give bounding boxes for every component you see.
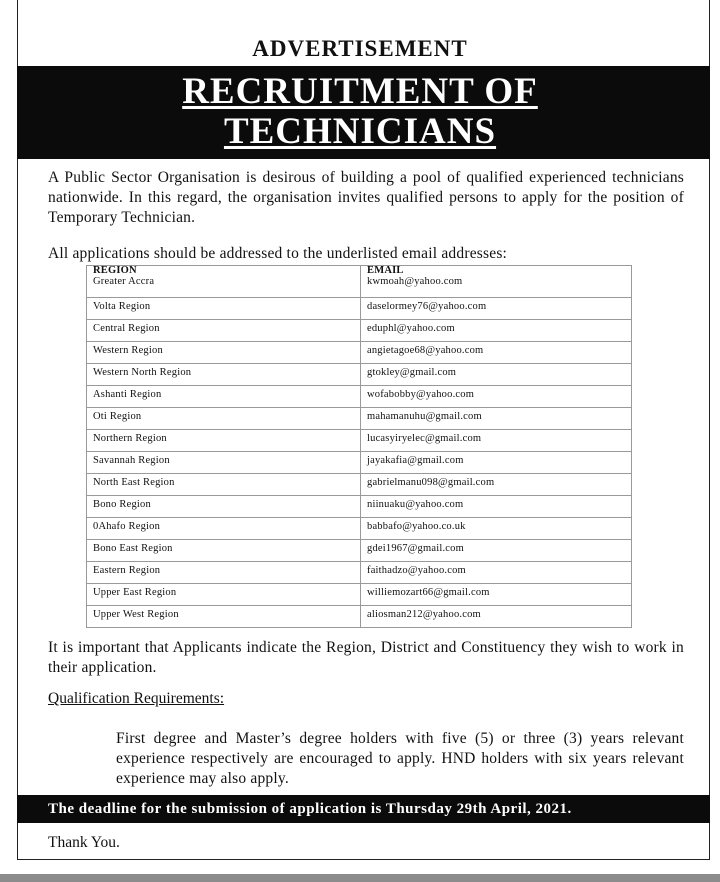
email-cell: gdei1967@gmail.com — [361, 540, 632, 562]
region-cell: Bono Region — [87, 496, 361, 518]
header-region: REGION — [87, 266, 361, 278]
table-row — [87, 518, 632, 540]
table-row — [87, 408, 632, 430]
table-row — [87, 606, 632, 628]
closing-text: Thank You. — [48, 834, 120, 851]
deadline-banner: The deadline for the submission of application is Thursday 29th April, 2021. — [17, 795, 710, 823]
email-cell: niinuaku@yahoo.com — [361, 496, 632, 518]
qualification-heading: Qualification Requirements: — [48, 690, 225, 707]
region-cell: Western North Region — [87, 364, 361, 386]
applications-note: All applications should be addressed to the underlisted email addresses: — [48, 245, 508, 262]
region-cell: Volta Region — [87, 298, 361, 320]
title-line-2: TECHNICIANS — [223, 111, 497, 152]
table-row — [87, 474, 632, 496]
intro-paragraph: A Public Sector Organisation is desirous of building a pool of qualified experienced technicians nationwide. In this regard, the organisation invites qualified persons to apply for the position of Temporary Technician. — [48, 169, 684, 226]
email-cell: faithadzo@yahoo.com — [361, 562, 632, 584]
region-cell: Eastern Region — [87, 562, 361, 584]
qualification-text: First degree and Master’s degree holders with five (5) or three (3) years relevant experience respectively are encouraged to apply. HND holders with six years relevant experience may also apply. — [116, 730, 684, 787]
email-cell: kwmoah@yahoo.com — [361, 277, 632, 298]
email-cell: mahamanuhu@gmail.com — [361, 408, 632, 430]
email-cell: babbafo@yahoo.co.uk — [361, 518, 632, 540]
table-row — [87, 320, 632, 342]
region-cell: Upper East Region — [87, 584, 361, 606]
table-row — [87, 342, 632, 364]
region-cell: Western Region — [87, 342, 361, 364]
region-cell: Northern Region — [87, 430, 361, 452]
region-cell: Savannah Region — [87, 452, 361, 474]
table-row — [87, 452, 632, 474]
email-cell: williemozart66@gmail.com — [361, 584, 632, 606]
title-line-1: RECRUITMENT OF — [182, 71, 538, 112]
table-row — [87, 364, 632, 386]
region-cell: Ashanti Region — [87, 386, 361, 408]
region-cell: Greater Accra — [87, 277, 361, 298]
header-email: EMAIL — [361, 266, 632, 278]
table-header-row — [87, 266, 632, 278]
region-cell: Upper West Region — [87, 606, 361, 628]
advertisement-label: ADVERTISEMENT — [252, 36, 468, 61]
email-cell: gabrielmanu098@gmail.com — [361, 474, 632, 496]
region-email-table — [86, 265, 632, 628]
table-body — [87, 277, 632, 628]
email-cell: aliosman212@yahoo.com — [361, 606, 632, 628]
region-note: It is important that Applicants indicate the Region, District and Constituency they wish to work in their application. — [48, 639, 684, 676]
region-cell: North East Region — [87, 474, 361, 496]
table-row — [87, 540, 632, 562]
email-cell: gtokley@gmail.com — [361, 364, 632, 386]
table-row — [87, 298, 632, 320]
email-cell: lucasyiryelec@gmail.com — [361, 430, 632, 452]
email-cell: daselormey76@yahoo.com — [361, 298, 632, 320]
table-row — [87, 584, 632, 606]
region-cell: 0Ahafo Region — [87, 518, 361, 540]
table-row — [87, 562, 632, 584]
region-cell: Oti Region — [87, 408, 361, 430]
email-cell: angietagoe68@yahoo.com — [361, 342, 632, 364]
region-cell: Bono East Region — [87, 540, 361, 562]
bottom-bar — [0, 874, 720, 882]
region-cell: Central Region — [87, 320, 361, 342]
table-row — [87, 496, 632, 518]
email-cell: eduphl@yahoo.com — [361, 320, 632, 342]
page-title — [0, 72, 720, 152]
table-row — [87, 277, 632, 298]
email-cell: jayakafia@gmail.com — [361, 452, 632, 474]
table-row — [87, 430, 632, 452]
email-cell: wofabobby@yahoo.com — [361, 386, 632, 408]
table-row — [87, 386, 632, 408]
